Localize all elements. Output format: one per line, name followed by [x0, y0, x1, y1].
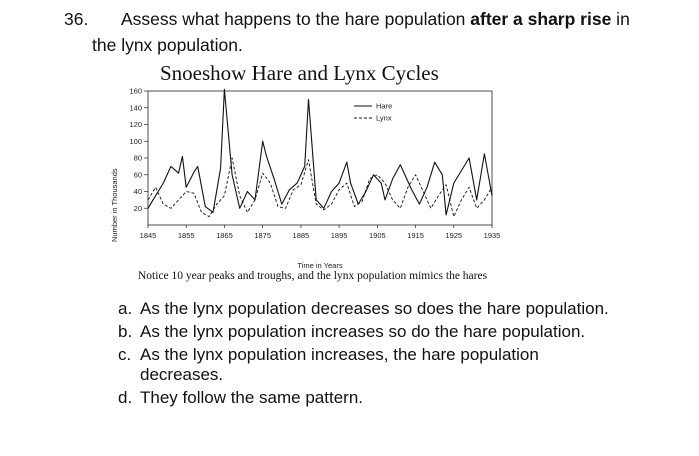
x-tick-label: 1885	[292, 231, 310, 240]
option-a[interactable]	[118, 299, 609, 319]
y-axis-ticks	[129, 87, 148, 213]
chart-legend	[354, 102, 392, 123]
question-number: 36.	[64, 9, 89, 29]
option-letter: b.	[118, 322, 133, 341]
option-b[interactable]	[118, 322, 609, 342]
hare-lynx-chart	[100, 82, 500, 270]
y-tick-label: 140	[129, 103, 142, 113]
x-tick-label: 1895	[330, 231, 348, 240]
option-d[interactable]	[118, 388, 609, 408]
option-text: As the lynx population increases so do the hare population.	[140, 322, 586, 341]
option-text: They follow the same pattern.	[140, 388, 364, 407]
question-line-1	[64, 9, 630, 30]
x-tick-label: 1865	[216, 231, 233, 240]
option-c[interactable]	[118, 345, 609, 385]
y-tick-label: 100	[129, 136, 142, 146]
legend-label-lynx: Lynx	[376, 113, 392, 123]
answer-options	[118, 299, 609, 408]
chart-series	[148, 89, 492, 216]
x-axis-ticks	[140, 225, 500, 240]
question-line-2: the lynx population.	[92, 35, 243, 55]
option-text-continued: decreases.	[140, 365, 224, 384]
x-tick-label: 1855	[177, 231, 195, 240]
option-letter: c.	[118, 345, 132, 364]
chart-caption: Notice 10 year peaks and troughs, and the lynx population mimics the hares	[138, 270, 488, 282]
y-tick-label: 60	[133, 170, 142, 180]
y-axis-label: Number in Thousands	[110, 168, 119, 242]
option-letter: d.	[118, 388, 133, 407]
y-tick-label: 120	[129, 120, 142, 129]
question-text: Assess what happens to the hare population	[121, 9, 471, 29]
question-text-end: in	[611, 9, 630, 29]
chart-title: Snoeshow Hare and Lynx Cycles	[160, 61, 439, 85]
question-emphasis: after a sharp rise	[470, 9, 612, 29]
x-tick-label: 1875	[254, 231, 272, 240]
x-tick-label: 1935	[483, 231, 500, 240]
option-text: As the lynx population increases, the hare population	[140, 345, 539, 364]
series-hare-line	[148, 89, 492, 215]
x-tick-label: 1905	[368, 231, 386, 240]
y-tick-label: 80	[133, 153, 142, 163]
series-lynx-line	[148, 158, 492, 217]
option-letter: a.	[118, 299, 133, 318]
x-axis-label: Time in Years	[297, 261, 343, 270]
y-tick-label: 20	[133, 203, 142, 213]
y-tick-label: 40	[133, 187, 142, 196]
y-tick-label: 160	[129, 86, 142, 96]
legend-label-hare: Hare	[376, 101, 393, 111]
option-text: As the lynx population decreases so does the hare population.	[140, 299, 609, 318]
x-tick-label: 1915	[407, 231, 424, 240]
x-tick-label: 1845	[139, 231, 157, 240]
x-tick-label: 1925	[445, 231, 463, 240]
